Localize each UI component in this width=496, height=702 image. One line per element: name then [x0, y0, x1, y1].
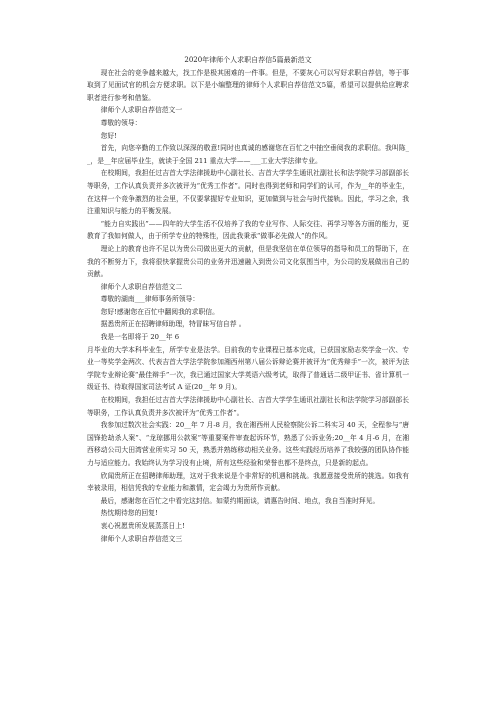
paragraph: 在校期间，我担任过吉首大学法律援助中心副社长、吉首大学学生通讯社副社长和法学院学习部副部长等职务，工作认真负责并多次被评为“优秀工作者”。 — [87, 396, 409, 417]
document-title: 2020年律师个人求职自荐信5篇最新范文 — [184, 56, 312, 64]
paragraph: 律师个人求职自荐信范文三 — [100, 534, 183, 543]
paragraph: 尊敬的领导： — [100, 118, 142, 127]
paragraph: 我参加过数次社会实践：20__年 7 月-8 月，我在湘西州人民检察院公诉二科实习 40 天，全程参与“唐国锋抢劫杀人案”、“龙琼挪用公款案”等重要案件审查起诉环节，熟悉了公诉业务;20__年 4 月-6 月，在湘西移动公司大田湾营业所实习 50 天，熟悉并熟练移动相关业务。这些实践经历培养了我较强的团队协作能力与适应能力。我始终认为学习没有止境，所有这些经验和荣誉也都不是终点，只是新的起点。 — [87, 421, 409, 467]
paragraph: 欣闻贵所正在招聘律师助理，这对于我来说是个非常好的机遇和挑战。我愿意接受贵所的挑选。如我有幸被录用，相信凭我的专业能力和激情，定会竭力为贵所作贡献。 — [87, 471, 409, 493]
paragraph: 理论上的教育也许不足以为贵公司做出更大的贡献，但是我坚信在单位领导的指导和员工的帮助下，在我的不断努力下，我将很快掌握贵公司的业务并迅速融入到贵公司文化氛围当中，为公司的发展做出自己的贡献。 — [87, 244, 409, 279]
paragraph: 我是一名即将于 20__年 6 — [100, 333, 180, 342]
paragraph: 热忱期待您的回复! — [100, 509, 158, 518]
paragraph: 律师个人求职自荐信范文二 — [100, 282, 183, 291]
paragraph: 最后，感谢您在百忙之中看完这封信。如蒙约期面谈，请惠告时间、地点，我自当准时拜见。 — [100, 496, 380, 505]
paragraph: 您好!感谢您在百忙中翻阅我的求职信。 — [100, 307, 219, 316]
document-body — [87, 67, 409, 546]
paragraph: 月毕业的大学本科毕业生，所学专业是法学。目前我的专业课程已基本完成，已获国家励志奖学金一次、专业一等奖学金两次、代表吉首大学法学院参加湘西州第八届公诉辩论赛并被评为“优秀辩手”一次，被评为法学院专业辩论赛“最佳辩手”一次，我已通过国家大学英语六级考试，取得了普通话二级甲证书、省计算机一级证书、待取得国家司法考试 A 证(20__年 9 月)。 — [87, 345, 409, 392]
paragraph: 首先，向您辛勤的工作致以深深的敬意!同时也真诚的感谢您在百忙之中抽空垂阅我的求职信。我叫陈__，是__年应届毕业生，就读于全国 211 重点大学——___工业大学法律专业。 — [87, 144, 409, 165]
paragraph: 衷心祝愿贵所发展蒸蒸日上! — [100, 521, 185, 530]
paragraph: 在校期间，我担任过吉首大学法律援助中心副社长、吉首大学学生通讯社副社长和法学院学习部副部长等职务，工作认真负责并多次被评为“优秀工作者”。同时也得到老师和同学们的认可，作为__年的毕业生，在这样一个竞争激烈的社会里，不仅要掌握好专业知识，更加做到与社会与时代接轨。因此，学习之余，我注重知识与能力的平衡发展。 — [87, 169, 409, 216]
paragraph: 据悉贵所正在招聘律师助理，特冒昧写信自荐 。 — [100, 320, 246, 329]
paragraph: 律师个人求职自荐信范文一 — [100, 106, 183, 115]
paragraph: “能力自实践出”——四年的大学生活不仅培养了我的专业写作、人际交往、再学习等各方面的能力，更教育了我如何做人，由于所学专业的特殊性，因此我秉承“做事必先做人”的作风。 — [87, 219, 409, 241]
paragraph: 现在社会的竞争越来越大，找工作是极其困难的一件事。但是，不要灰心可以写好求职自荐信，等于事取到了见面试官的机会方便求职。以下是小编整理的律师个人求职自荐信范文5篇，希望可以提供给应聘求职者进行参考和借鉴。 — [87, 68, 409, 102]
paragraph: 您好! — [100, 131, 117, 140]
document-page — [87, 54, 409, 545]
paragraph: 尊敬的湖南___律师事务所领导： — [100, 295, 200, 304]
